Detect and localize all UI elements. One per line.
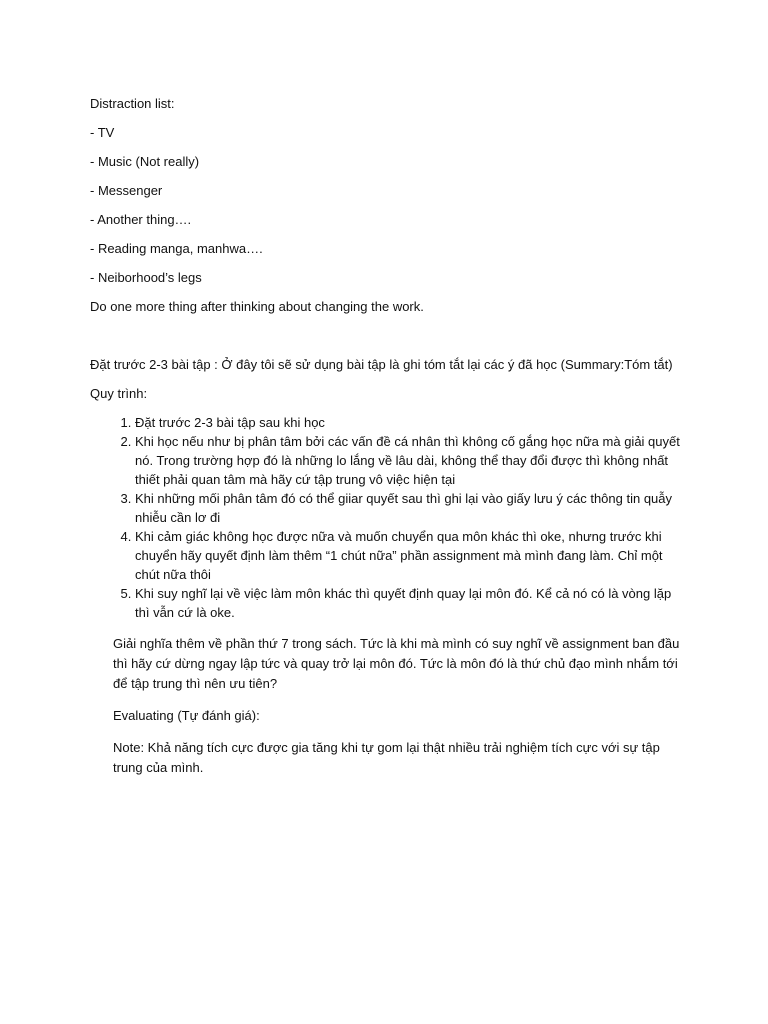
process-step-2: 2. Khi học nếu như bị phân tâm bởi các vấn đề cá nhân thì không cố gắng học nữa mà giải quyết nó. Trong trường hợp đó là những lo lắng về lâu dài, không thể thay đổi được thì không nhất thiết phải quan tâm mà hãy cứ tập trung vô việc hiện tại — [135, 432, 688, 489]
process-step-5: 5. Khi suy nghĩ lại về việc làm môn khác thì quyết định quay lại môn đó. Kể cả nó có là vòng lặp thì vẫn cứ là oke. — [135, 584, 688, 622]
exercise-intro: Đặt trước 2-3 bài tập : Ở đây tôi sẽ sử dụng bài tập là ghi tóm tắt lại các ý đã học (Summary:Tóm tắt) — [90, 357, 673, 372]
process-label: Quy trình: — [90, 386, 148, 401]
process-step-3: 3. Khi những mối phân tâm đó có thể giiar quyết sau thì ghi lại vào giấy lưu ý các thông tin quẫy nhiễu cần lơ đi — [135, 489, 688, 527]
distraction-item-messenger: - Messenger — [90, 183, 163, 198]
distraction-heading: Distraction list: — [90, 96, 175, 111]
process-step-4: 4. Khi cảm giác không học được nữa và muốn chuyển qua môn khác thì oke, nhưng trước khi chuyển hãy quyết định làm thêm “1 chút nữa” phần assignment mà mình đang làm. Chỉ một chút nữa thôi — [135, 527, 688, 584]
distraction-item-music: - Music (Not really) — [90, 154, 200, 169]
distraction-item-another: - Another thing…. — [90, 212, 192, 227]
process-steps-list — [90, 413, 688, 622]
distraction-item-manga: - Reading manga, manhwa…. — [90, 241, 263, 256]
distraction-item-legs: - Neiborhood’s legs — [90, 270, 202, 285]
distraction-item-tv: - TV — [90, 125, 115, 140]
distraction-closing: Do one more thing after thinking about changing the work. — [90, 299, 424, 314]
evaluating-label: Evaluating (Tự đánh giá): — [113, 708, 260, 723]
process-step-1: 1. Đặt trước 2-3 bài tập sau khi học — [135, 413, 688, 432]
blank-line — [90, 326, 688, 355]
explanation-paragraph: Giải nghĩa thêm về phần thứ 7 trong sách. Tức là khi mà mình có suy nghĩ về assignment ban đầu thì hãy cứ dừng ngay lập tức và quay trở lại môn đó. Tức là môn đó là thứ chủ đạo mình nhắm tới để tập trung thì nên ưu tiên? — [113, 636, 680, 691]
note-paragraph: Note: Khả năng tích cực được gia tăng khi tự gom lại thật nhiều trải nghiệm tích cực với sự tập trung của mình. — [113, 740, 660, 775]
